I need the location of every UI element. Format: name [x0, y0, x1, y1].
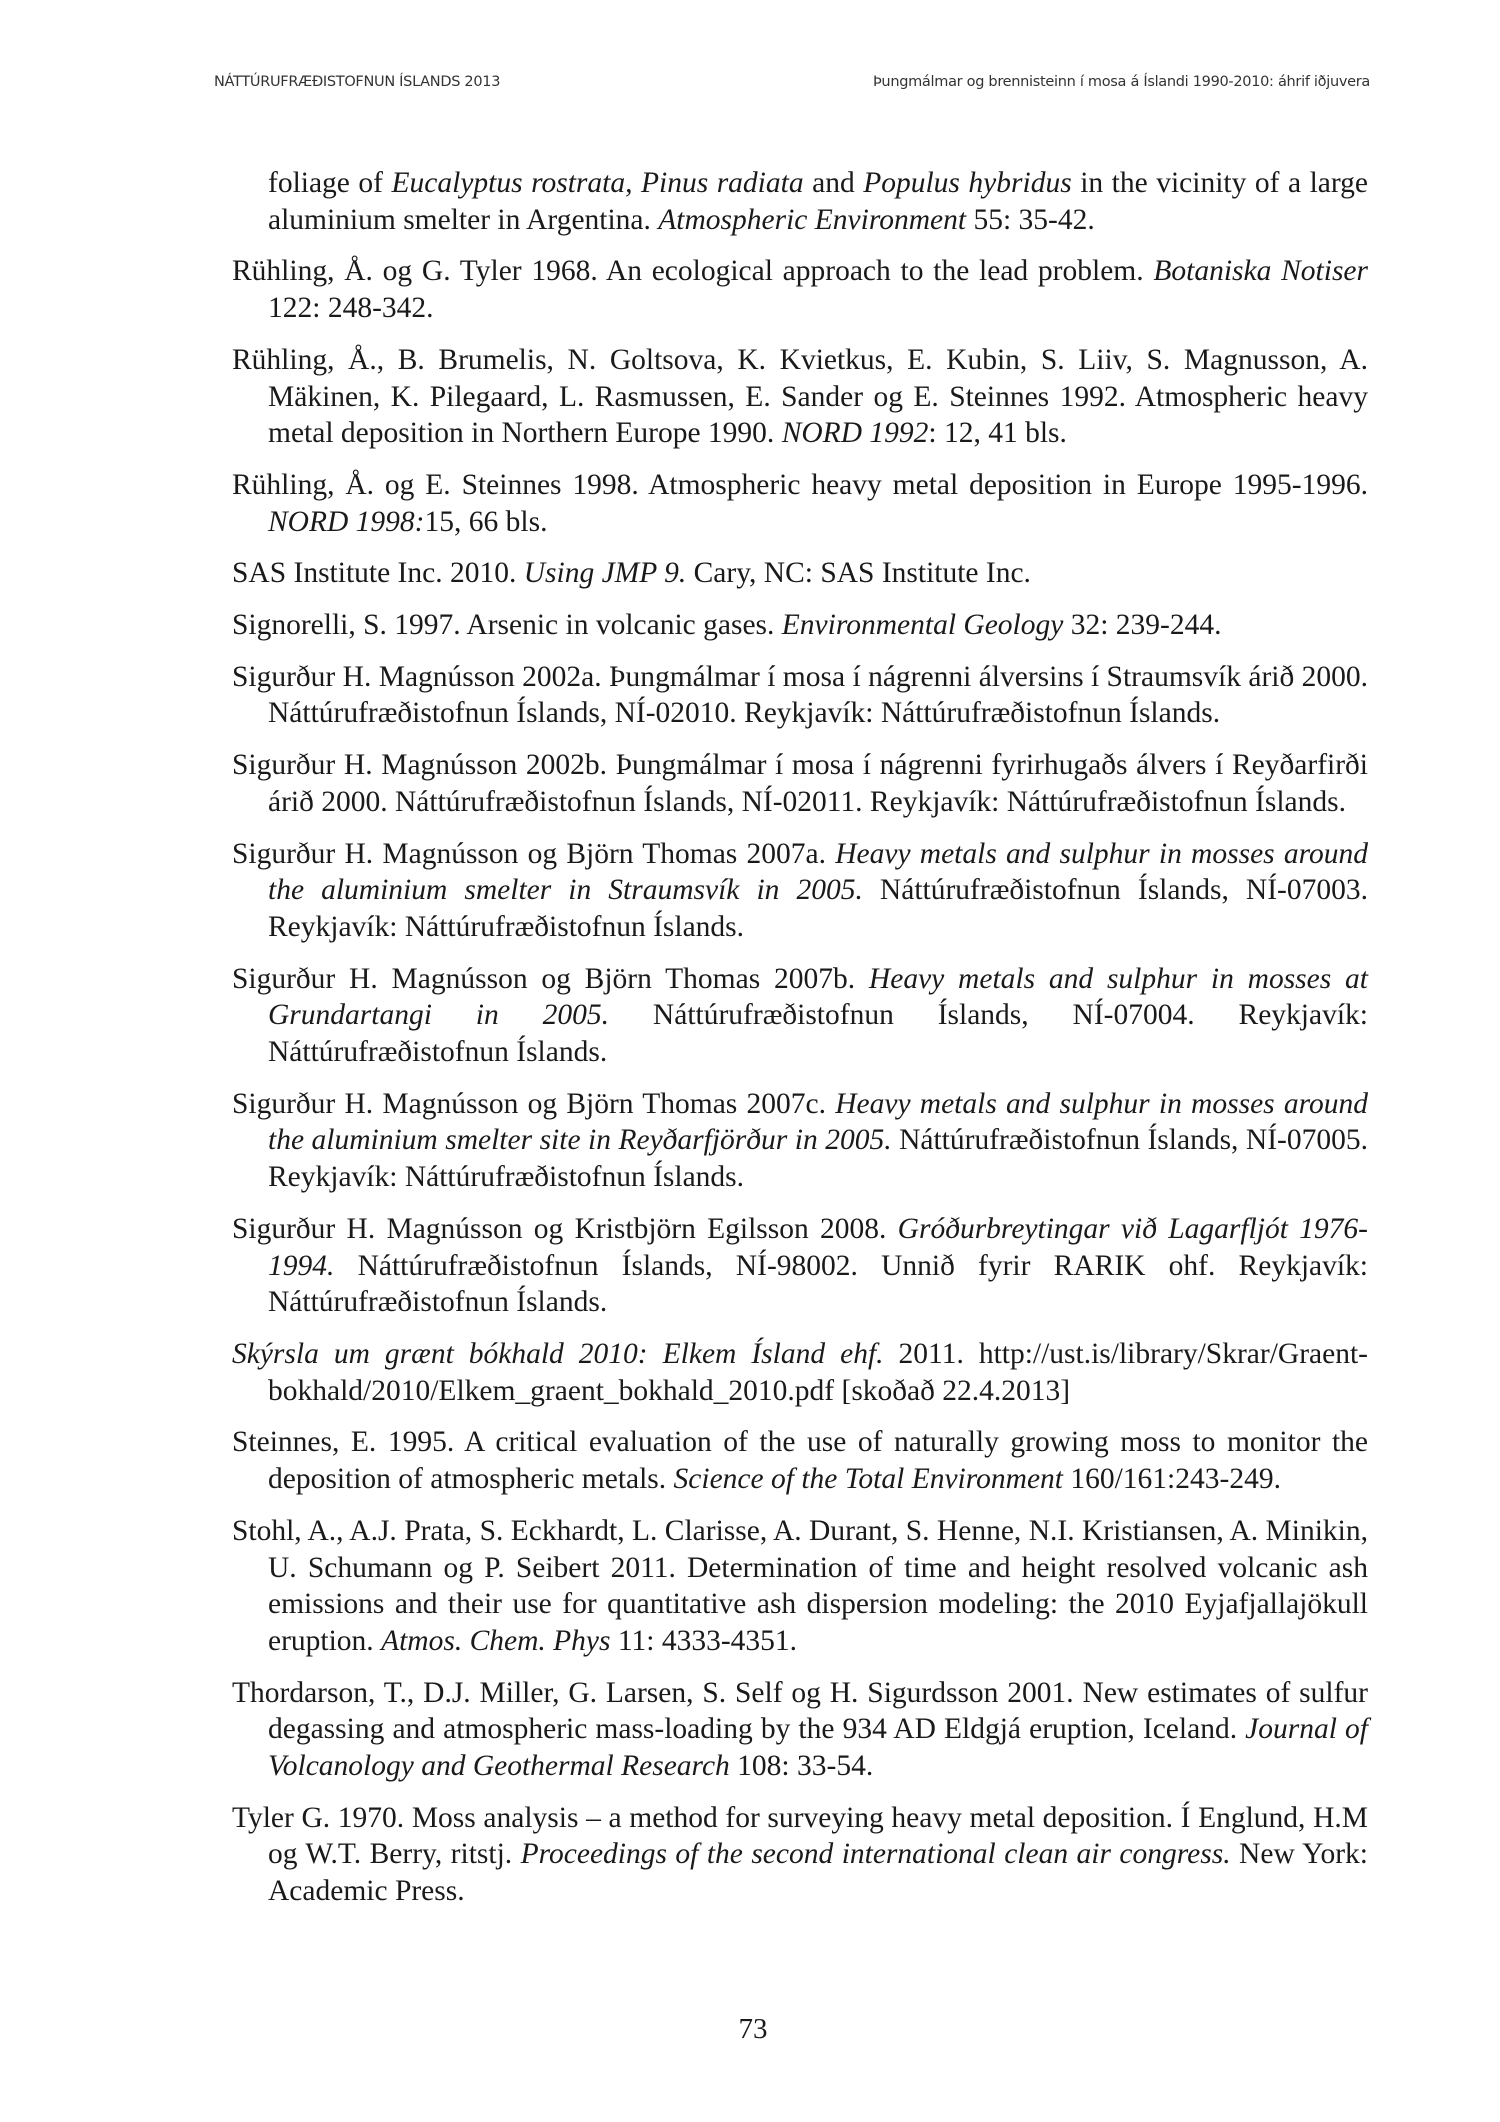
reference-text: Sigurður H. Magnússon og Björn Thomas 2007a.: [232, 837, 836, 870]
reference-text: : 12, 41 bls.: [928, 417, 1067, 450]
reference-entry: [232, 555, 1368, 592]
reference-italic-text: Heavy metals and sulphur in mosses around the aluminium smelter in Straumsvík in 2005.: [268, 837, 1368, 907]
reference-italic-text: Skýrsla um grænt bókhald 2010: Elkem Ísland ehf.: [232, 1337, 884, 1370]
reference-text: Náttúrufræðistofnun Íslands, NÍ-98002. Unnið fyrir RARIK ohf. Reykjavík: Náttúrufræðistofnun Íslands.: [268, 1249, 1368, 1319]
reference-text: Sigurður H. Magnússon og Kristbjörn Egilsson 2008.: [232, 1212, 898, 1245]
reference-text: foliage of: [268, 167, 392, 199]
reference-text: Tyler G. 1970. Moss analysis – a method for surveying heavy metal deposition. Í Englund, H.M og W.T. Berry, ritstj.: [232, 1801, 1368, 1871]
reference-text: Signorelli, S. 1997. Arsenic in volcanic gases.: [232, 609, 782, 642]
reference-entry: [232, 1513, 1368, 1660]
reference-entry: [232, 1211, 1368, 1321]
reference-entry: [232, 607, 1368, 644]
reference-text: Sigurður H. Magnússon 2002a. Þungmálmar í mosa í nágrenni álversins í Straumsvík árið 2000. Náttúrufræðistofnun Íslands, NÍ-02010. Reykjavík: Náttúrufræðistofnun Íslands.: [232, 660, 1368, 730]
reference-text: 160/161:243-249.: [1062, 1463, 1281, 1496]
reference-italic-text: Using JMP 9.: [523, 557, 687, 590]
reference-italic-text: NORD 1992: [781, 417, 929, 450]
running-header-title: Þungmálmar og brennisteinn í mosa á Íslandi 1990-2010: áhrif iðjuvera: [872, 74, 1370, 90]
reference-text: 2011. http://ust.is/library/Skrar/Graent-bokhald/2010/Elkem_graent_bokhald_2010.pdf [skoðað 22.4.2013]: [268, 1337, 1368, 1407]
reference-text: 108: 33-54.: [729, 1750, 874, 1783]
reference-text: Náttúrufræðistofnun Íslands, NÍ-07005. Reykjavík: Náttúrufræðistofnun Íslands.: [268, 1124, 1368, 1194]
reference-text: 32: 239-244.: [1063, 609, 1222, 642]
reference-text: Stohl, A., A.J. Prata, S. Eckhardt, L. Clarisse, A. Durant, S. Henne, N.I. Kristiansen, A. Minikin, U. Schumann og P. Seibert 2011. Determination of time and height resolved volcanic ash emissions and their use for quantitative ash dispersion modeling: the 2010 Eyjafjallajökull eruption.: [232, 1514, 1368, 1657]
reference-italic-text: Botaniska Notiser: [1153, 255, 1369, 288]
reference-text: 11: 4333-4351.: [610, 1624, 798, 1657]
reference-entry: [232, 1675, 1368, 1785]
reference-text: Rühling, Å. og G. Tyler 1968. An ecological approach to the lead problem.: [232, 255, 1154, 288]
reference-entry: [232, 659, 1368, 732]
reference-text: 122: 248-342.: [268, 292, 434, 325]
reference-text: Cary, NC: SAS Institute Inc.: [686, 557, 1031, 590]
reference-italic-text: Environmental Geology: [781, 609, 1064, 642]
reference-text: Sigurður H. Magnússon 2002b. Þungmálmar í mosa í nágrenni fyrirhugaðs álvers í Reyðarfirði árið 2000. Náttúrufræðistofnun Íslands, NÍ-02011. Reykjavík: Náttúrufræðistofnun Íslands.: [232, 749, 1368, 818]
reference-italic-text: Heavy metals and sulphur in mosses at Grundartangi in 2005.: [268, 962, 1368, 1032]
reference-text: 15, 66 bls.: [424, 505, 548, 538]
reference-italic-text: Heavy metals and sulphur in mosses around the aluminium smelter site in Reyðarfjörður in 2005.: [268, 1087, 1368, 1157]
reference-entry: [232, 836, 1368, 946]
reference-entry: [232, 961, 1368, 1071]
reference-italic-text: Atmos. Chem. Phys: [381, 1624, 611, 1657]
reference-italic-text: Gróðurbreytingar við Lagarfljót 1976-1994.: [268, 1212, 1368, 1282]
reference-text: Steinnes, E. 1995. A critical evaluation of the use of naturally growing moss to monitor the deposition of atmospheric metals.: [232, 1426, 1368, 1496]
reference-italic-text: Science of the Total Environment: [673, 1463, 1063, 1496]
reference-text: Rühling, Å. og E. Steinnes 1998. Atmospheric heavy metal deposition in Europe 1995-1996.: [232, 468, 1368, 501]
reference-text: and: [803, 167, 864, 199]
reference-italic-text: NORD 1998:: [268, 505, 425, 538]
reference-text: New York: Academic Press.: [268, 1838, 1368, 1908]
reference-text: Náttúrufræðistofnun Íslands, NÍ-07004. Reykjavík: Náttúrufræðistofnun Íslands.: [268, 999, 1368, 1069]
reference-entry: [232, 165, 1368, 238]
reference-entry: [232, 1800, 1368, 1910]
reference-text: Sigurður H. Magnússon og Björn Thomas 2007b.: [232, 962, 869, 995]
reference-entry: [232, 467, 1368, 540]
reference-entry: [232, 253, 1368, 326]
page-number: 73: [738, 2013, 768, 2045]
reference-text: SAS Institute Inc. 2010.: [232, 557, 524, 590]
reference-entry: [232, 342, 1368, 452]
reference-italic-text: Atmospheric Environment: [658, 203, 967, 236]
reference-entry: [232, 1086, 1368, 1196]
running-header-publisher: NÁTTÚRUFRÆÐISTOFNUN ÍSLANDS 2013: [214, 74, 501, 90]
reference-italic-text: Proceedings of the second international clean air congress.: [520, 1838, 1231, 1871]
reference-italic-text: Journal of Volcanology and Geothermal Research: [268, 1713, 1368, 1783]
reference-entry: [232, 1336, 1368, 1409]
reference-italic-text: Populus hybridus: [863, 167, 1072, 199]
reference-list: [232, 165, 1368, 1925]
reference-entry: [232, 747, 1368, 820]
reference-text: 55: 35-42.: [966, 203, 1095, 236]
reference-italic-text: Eucalyptus rostrata, Pinus radiata: [391, 167, 804, 199]
reference-text: in the vicinity of a large aluminium smelter in Argentina.: [268, 167, 1368, 236]
reference-entry: [232, 1424, 1368, 1497]
reference-text: Rühling, Å., B. Brumelis, N. Goltsova, K. Kvietkus, E. Kubin, S. Liiv, S. Magnusson, A. Mäkinen, K. Pilegaard, L. Rasmussen, E. Sander og E. Steinnes 1992. Atmospheric heavy metal deposition in Northern Europe 1990.: [232, 343, 1368, 450]
reference-text: Thordarson, T., D.J. Miller, G. Larsen, S. Self og H. Sigurdsson 2001. New estimates of sulfur degassing and atmospheric mass-loading by the 934 AD Eldgjá eruption, Iceland.: [232, 1676, 1368, 1746]
reference-text: Náttúrufræðistofnun Íslands, NÍ-07003. Reykjavík: Náttúrufræðistofnun Íslands.: [268, 874, 1368, 943]
reference-text: Sigurður H. Magnússon og Björn Thomas 2007c.: [232, 1087, 836, 1120]
